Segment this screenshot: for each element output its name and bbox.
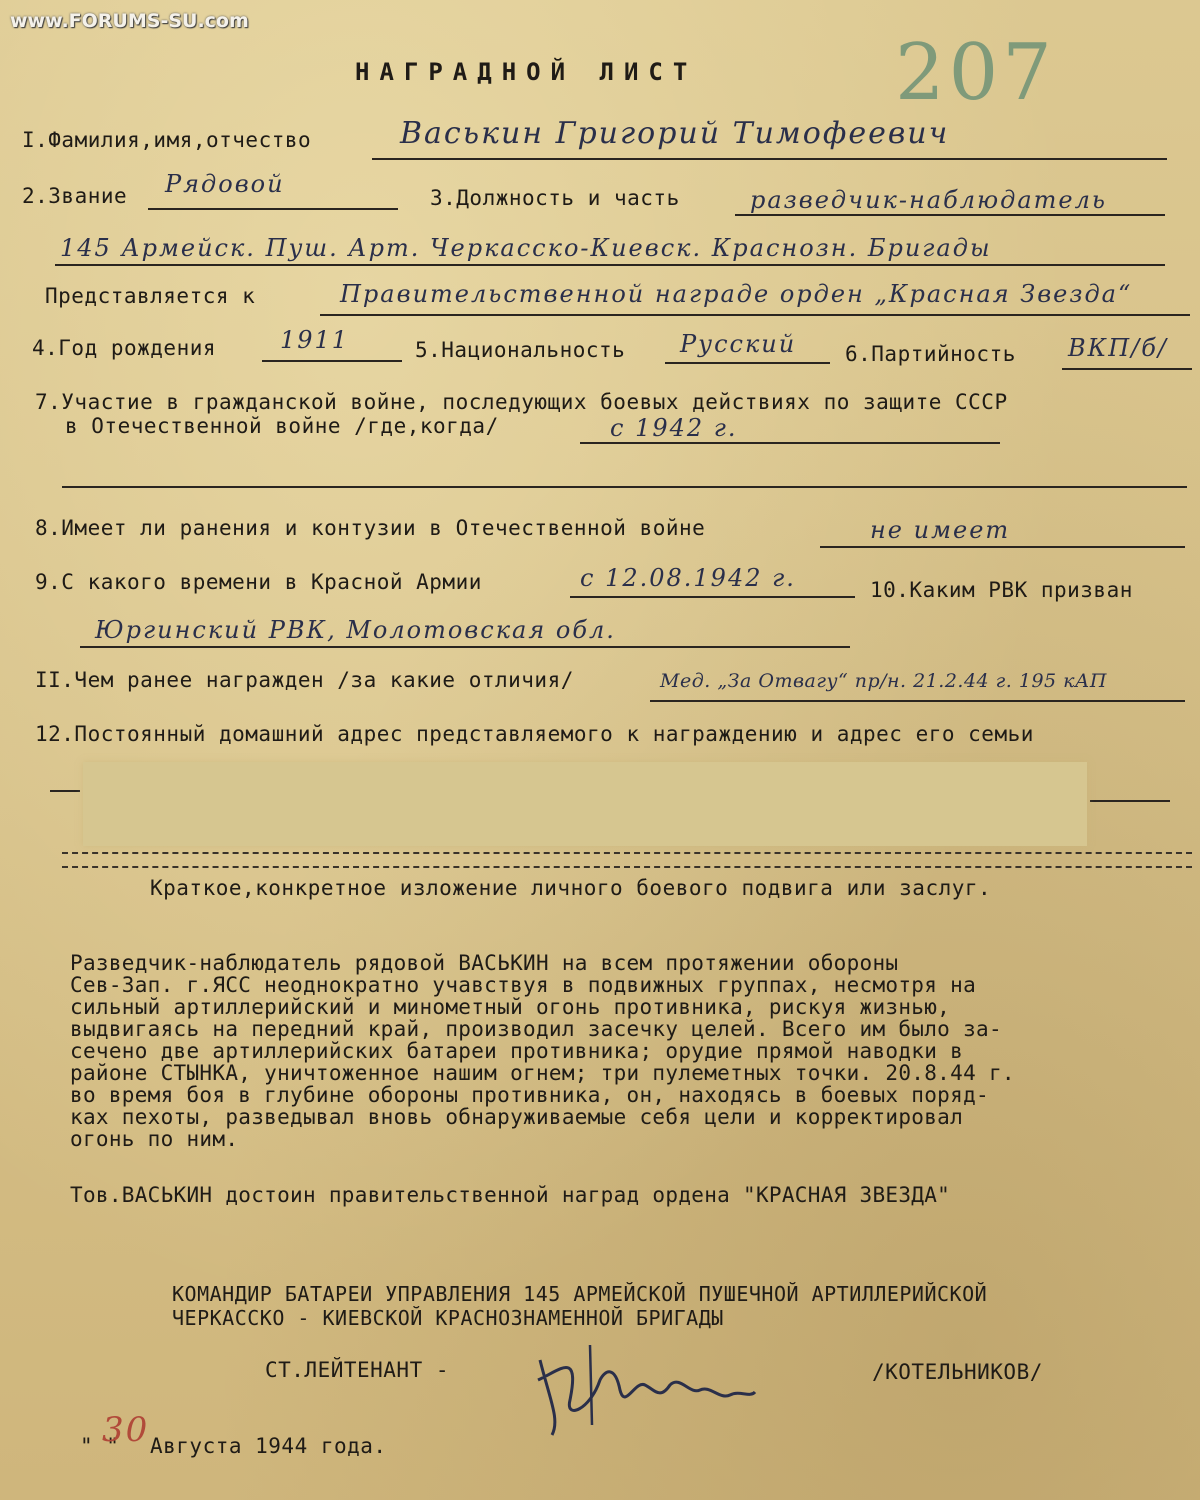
field-label-civil-war: 7.Участие в гражданской войне, последующих боевых действиях по защите СССР xyxy=(35,390,1008,414)
summary-line: ках пехоты, разведывал вновь обнаруживаемые себя цели и корректировал xyxy=(70,1105,964,1129)
commander-name: /КОТЕЛЬНИКОВ/ xyxy=(872,1360,1043,1384)
summary-heading: Краткое,конкретное изложение личного боевого подвига или заслуг. xyxy=(150,876,992,900)
summary-line: Разведчик-наблюдатель рядовой ВАСЬКИН на всем протяжении обороны xyxy=(70,951,899,975)
date-month-year: Августа 1944 года. xyxy=(150,1434,387,1458)
field-value-wounds: не имеет xyxy=(870,516,1011,544)
commander-title: КОМАНДИР БАТАРЕИ УПРАВЛЕНИЯ 145 АРМЕЙСКОЙ ПУШЕЧНОЙ АРТИЛЛЕРИЙСКОЙ xyxy=(172,1282,988,1306)
document-title: НАГРАДНОЙ ЛИСТ xyxy=(355,58,698,86)
handwritten-signature xyxy=(530,1340,760,1440)
summary-conclusion: Тов.ВАСЬКИН достоин правительственной наград ордена "КРАСНАЯ ЗВЕЗДА" xyxy=(70,1183,951,1207)
field-value-award: Правительственной награде орден „Красная Звезда“ xyxy=(340,280,1133,308)
field-label-service-since: 9.С какого времени в Красной Армии xyxy=(35,570,482,594)
summary-line: выдвигаясь на передний край, производил засечку целей. Всего им было за- xyxy=(70,1017,1002,1041)
field-label-home-address: 12.Постоянный домашний адрес представляемого к награждению и адрес его семьи xyxy=(35,722,1034,746)
field-value-position: разведчик-наблюдатель xyxy=(750,186,1107,214)
field-value-draft-office: Юргинский РВК, Молотовская обл. xyxy=(95,616,616,644)
field-label-draft-office: 10.Каким РВК призван xyxy=(870,578,1133,602)
field-label-civil-war-2: в Отечественной войне /где,когда/ xyxy=(65,414,499,438)
field-value-party: ВКП/б/ xyxy=(1068,334,1168,362)
summary-line: Сев-Зап. г.ЯСС неоднократно учавствуя в подвижных группах, несмотря на xyxy=(70,973,977,997)
field-value-service-since: с 12.08.1942 г. xyxy=(580,564,796,592)
handwritten-number: 207 xyxy=(895,28,1056,118)
field-value-rank: Рядовой xyxy=(165,170,285,198)
summary-line: районе СТЫНКА, уничтоженное нашим огнем; три пулеметных точки. 20.8.44 г. xyxy=(70,1061,1015,1085)
redacted-address xyxy=(83,762,1087,846)
field-label-nationality: 5.Национальность xyxy=(415,338,626,362)
field-value-civil-war: с 1942 г. xyxy=(610,414,738,442)
date-day: 30 xyxy=(102,1410,150,1450)
field-label-position: 3.Должность и часть xyxy=(430,186,680,210)
field-value-birth-year: 1911 xyxy=(280,326,350,354)
section-separator xyxy=(62,852,1192,868)
field-value-nationality: Русский xyxy=(680,330,797,358)
field-value-previous-awards: Мед. „За Отвагу“ пр/н. 21.2.44 г. 195 кАП xyxy=(660,670,1107,692)
field-label-name: I.Фамилия,имя,отчество xyxy=(22,128,312,152)
field-label-party: 6.Партийность xyxy=(845,342,1016,366)
summary-line: во время боя в глубине обороны противника, он, находясь в боевых поряд- xyxy=(70,1083,989,1107)
date-quote: " " xyxy=(80,1434,120,1458)
summary-line: сечено две артиллерийских батареи противника; орудие прямой наводки в xyxy=(70,1039,964,1063)
watermark: www.FORUMS-SU.com xyxy=(10,10,249,32)
summary-line: огонь по ним. xyxy=(70,1127,239,1151)
field-value-name: Васькин Григорий Тимофеевич xyxy=(400,116,950,151)
field-label-wounds: 8.Имеет ли ранения и контузии в Отечественной войне xyxy=(35,516,706,540)
field-label-previous-awards: II.Чем ранее награжден /за какие отличия/ xyxy=(35,668,574,692)
field-label-rank: 2.Звание xyxy=(22,184,128,208)
field-label-award: Представляется к xyxy=(45,284,256,308)
commander-rank: СТ.ЛЕЙТЕНАНТ - xyxy=(265,1358,450,1382)
summary-line: сильный артиллерийский и минометный огонь противника, рискуя жизнью, xyxy=(70,995,951,1019)
commander-title-2: ЧЕРКАССКО - КИЕВСКОЙ КРАСНОЗНАМЕННОЙ БРИГАДЫ xyxy=(172,1306,724,1330)
field-label-birth-year: 4.Год рождения xyxy=(32,336,217,360)
field-value-unit: 145 Армейск. Пуш. Арт. Черкасско-Киевск. Краснозн. Бригады xyxy=(60,234,992,262)
